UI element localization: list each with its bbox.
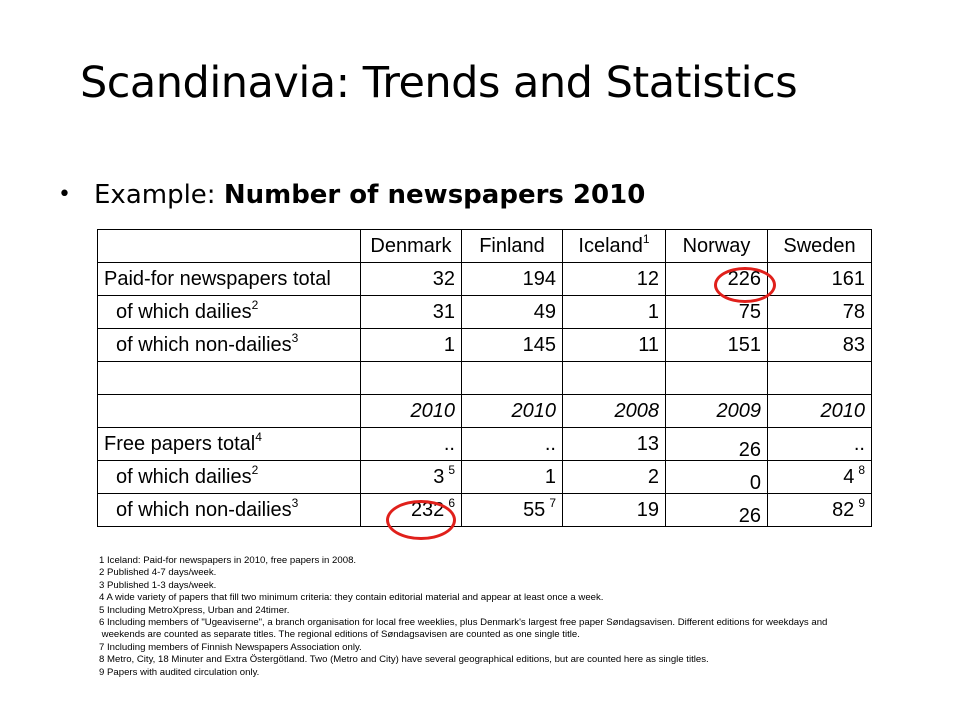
table-cell: .. bbox=[462, 428, 563, 461]
table-cell: 2 bbox=[563, 461, 666, 494]
column-header-sweden: Sweden bbox=[768, 230, 872, 263]
cell-value: 26 bbox=[738, 504, 761, 527]
footnote-ref: 4 bbox=[255, 429, 262, 444]
bullet-item bbox=[58, 180, 645, 210]
column-header-finland: Finland bbox=[462, 230, 563, 263]
table-cell: .. bbox=[361, 428, 462, 461]
row-label-cell bbox=[98, 494, 361, 527]
row-label-cell bbox=[98, 428, 361, 461]
table-cell: 83 bbox=[768, 329, 872, 362]
table-cell bbox=[98, 395, 361, 428]
footnote-ref: 3 bbox=[291, 330, 299, 345]
year-cell: 2010 bbox=[462, 395, 563, 428]
footnote-ref: 5 bbox=[448, 462, 455, 477]
table-header-row bbox=[98, 230, 872, 263]
year-cell: 2010 bbox=[768, 395, 872, 428]
column-header-denmark: Denmark bbox=[361, 230, 462, 263]
bullet-emphasis: Number of newspapers 2010 bbox=[223, 180, 646, 210]
footnote-ref: 2 bbox=[251, 462, 259, 477]
table-cell: 13 bbox=[563, 428, 666, 461]
table-row-empty bbox=[98, 362, 872, 395]
table-cell: 32 bbox=[361, 263, 462, 296]
footnote: 2 Published 4-7 days/week. bbox=[99, 567, 217, 579]
cell-value: 3 bbox=[433, 465, 445, 488]
row-label-cell bbox=[98, 296, 361, 329]
row-label-cell bbox=[98, 461, 361, 494]
row-label-cell bbox=[98, 329, 361, 362]
table-cell bbox=[666, 428, 768, 461]
table-row bbox=[98, 428, 872, 461]
table-cell: 194 bbox=[462, 263, 563, 296]
table-cell bbox=[666, 461, 768, 494]
table-row bbox=[98, 494, 872, 527]
cell-value: 26 bbox=[738, 438, 761, 461]
table-cell: 226 bbox=[666, 263, 768, 296]
year-cell: 2010 bbox=[361, 395, 462, 428]
footnote: 8 Metro, City, 18 Minuter and Extra Östergötland. Two (Metro and City) have several geographical editions, but are counted here as single titles. bbox=[99, 654, 709, 666]
table-row bbox=[98, 461, 872, 494]
footnote-ref: 3 bbox=[291, 495, 299, 510]
footnote: weekends are counted as separate titles. The regional editions of Søndagsavisen are counted as one single title. bbox=[99, 629, 580, 641]
table-cell: 1 bbox=[462, 461, 563, 494]
cell-value: 4 bbox=[843, 465, 855, 488]
footnote: 7 Including members of Finnish Newspapers Association only. bbox=[99, 641, 362, 653]
table-cell: 161 bbox=[768, 263, 872, 296]
table-cell: 11 bbox=[563, 329, 666, 362]
footnote: 5 Including MetroXpress, Urban and 24timer. bbox=[99, 604, 290, 616]
table-cell: 19 bbox=[563, 494, 666, 527]
row-label: Free papers total bbox=[104, 432, 256, 455]
table-cell: 145 bbox=[462, 329, 563, 362]
header-empty-cell bbox=[98, 230, 361, 263]
table-cell bbox=[563, 362, 666, 395]
footnote-ref: 1 bbox=[642, 231, 650, 246]
row-label: of which non-dailies bbox=[116, 333, 292, 356]
table-cell: 1 bbox=[563, 296, 666, 329]
footnotes bbox=[99, 555, 889, 679]
row-label: of which dailies bbox=[116, 465, 252, 488]
footnote-ref: 6 bbox=[448, 495, 455, 510]
table-cell: 31 bbox=[361, 296, 462, 329]
table-cell: 12 bbox=[563, 263, 666, 296]
row-label: of which dailies bbox=[116, 300, 252, 323]
column-header-norway: Norway bbox=[666, 230, 768, 263]
bullet-dot-icon: • bbox=[58, 182, 71, 207]
footnote-ref: 8 bbox=[858, 462, 865, 477]
table-cell bbox=[462, 362, 563, 395]
table-row-years bbox=[98, 395, 872, 428]
column-header-iceland-label: Iceland bbox=[578, 234, 643, 257]
table-cell bbox=[666, 494, 768, 527]
footnote-ref: 7 bbox=[549, 495, 556, 510]
table-cell bbox=[361, 362, 462, 395]
row-label: of which non-dailies bbox=[116, 498, 292, 521]
footnote: 9 Papers with audited circulation only. bbox=[99, 666, 260, 678]
table-cell: 78 bbox=[768, 296, 872, 329]
year-cell: 2009 bbox=[666, 395, 768, 428]
cell-value: 232 bbox=[410, 498, 445, 521]
table-cell bbox=[768, 461, 872, 494]
table-cell bbox=[768, 362, 872, 395]
table-cell: .. bbox=[768, 428, 872, 461]
footnote-ref: 9 bbox=[858, 495, 865, 510]
highlight-circle-denmark-free bbox=[386, 500, 456, 540]
table-cell bbox=[462, 494, 563, 527]
cell-value: 55 bbox=[523, 498, 546, 521]
highlight-circle-norway-paid bbox=[714, 267, 776, 303]
table-cell bbox=[361, 461, 462, 494]
footnote: 3 Published 1-3 days/week. bbox=[99, 579, 217, 591]
table-cell: 75 bbox=[666, 296, 768, 329]
footnote-ref: 2 bbox=[251, 297, 259, 312]
footnote: 6 Including members of "Ugeaviserne", a branch organisation for local free weeklies, plus Denmark's largest free paper Søndagsavisen. Different editions for weekdays and bbox=[99, 617, 828, 629]
table-cell: 151 bbox=[666, 329, 768, 362]
table-cell bbox=[768, 494, 872, 527]
cell-value: 82 bbox=[832, 498, 855, 521]
table-cell: 49 bbox=[462, 296, 563, 329]
cell-value: 0 bbox=[749, 471, 761, 494]
footnote: 1 Iceland: Paid-for newspapers in 2010, free papers in 2008. bbox=[99, 555, 357, 566]
table-cell bbox=[666, 362, 768, 395]
table-row bbox=[98, 329, 872, 362]
slide-title: Scandinavia: Trends and Statistics bbox=[80, 58, 798, 108]
column-header-iceland bbox=[563, 230, 666, 263]
year-cell: 2008 bbox=[563, 395, 666, 428]
footnote: 4 A wide variety of papers that fill two minimum criteria: they contain editorial material and appear at least once a week. bbox=[99, 592, 604, 604]
table-cell: 1 bbox=[361, 329, 462, 362]
table-cell bbox=[98, 362, 361, 395]
bullet-prefix: Example: bbox=[94, 180, 224, 210]
row-label: Paid-for newspapers total bbox=[98, 263, 361, 296]
